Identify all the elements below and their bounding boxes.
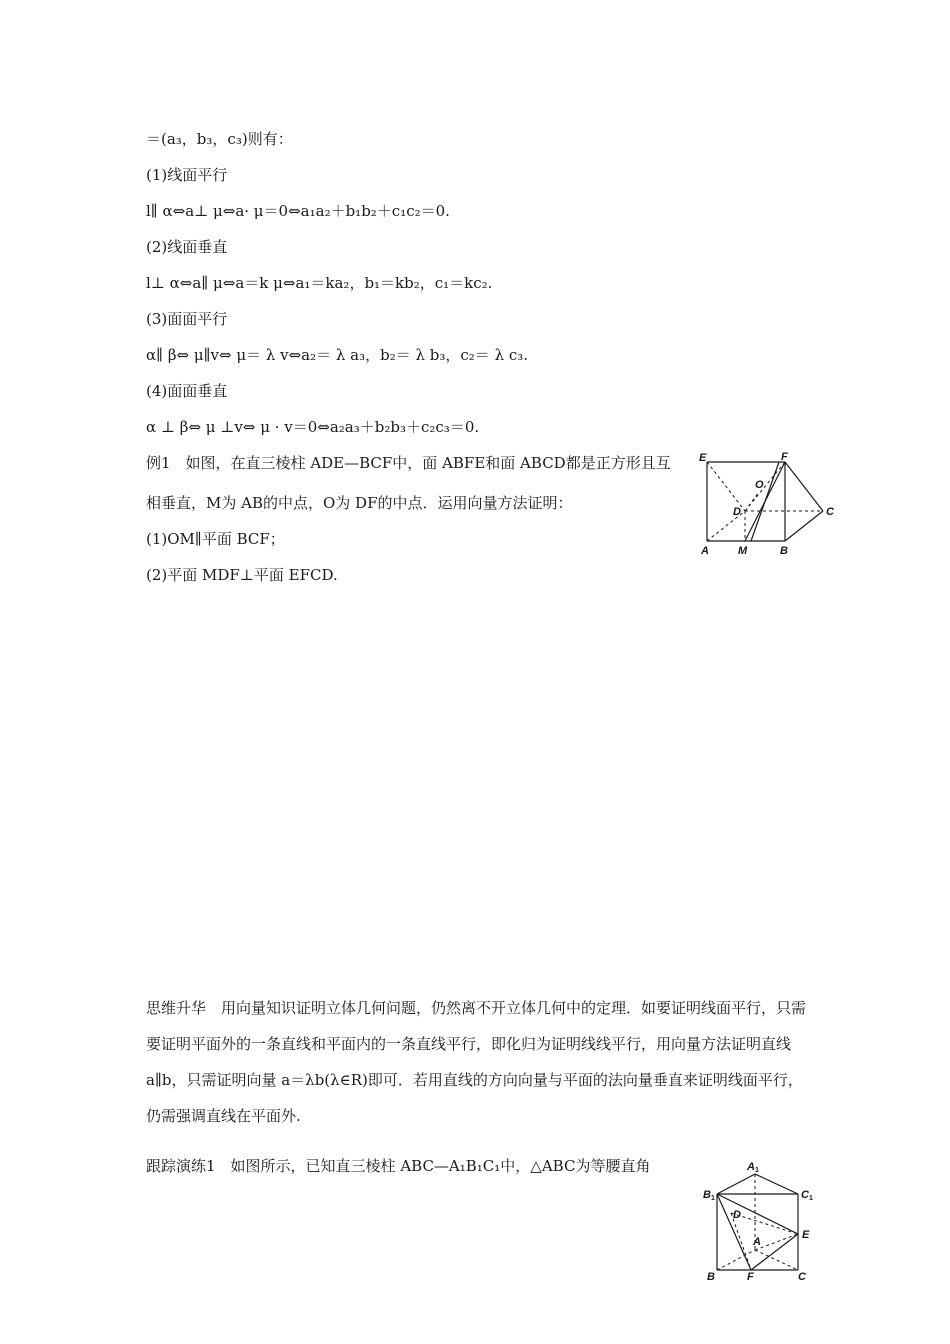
label-B: B xyxy=(780,545,788,557)
heading-plane-plane-parallel: (3)面面平行 xyxy=(146,310,228,328)
label-F: F xyxy=(781,451,788,463)
thinking-paragraph: 思维升华 用向量知识证明立体几何问题，仍然离不开立体几何中的定理．如要证明线面平行，只需要证明平面外的一条直线和平面内的一条直线平行，即化归为证明线线平行，用向量方法证明直线 a∥b，只需证明向量 a＝λb(λ∈R)即可．若用直线的方向向量与平面的法向量垂直来证明线面平行，仍需强调直线在平面外. xyxy=(146,999,807,1125)
formula-line-plane-parallel: l∥ α⇔a⊥ μ⇔a· μ＝0⇔a₁a₂＋b₁b₂＋c₁c₂＝0. xyxy=(146,202,450,220)
label-O: O xyxy=(755,479,764,491)
practice1-line: 跟踪演练1 如图所示，已知直三棱柱 ABC—A₁B₁C₁中，△ABC为等腰直角 xyxy=(146,1157,651,1175)
label-D: D xyxy=(733,506,741,518)
label-C: C xyxy=(826,506,834,518)
label-C1: C1 xyxy=(801,1189,813,1202)
heading-line-plane-parallel: (1)线面平行 xyxy=(146,166,228,184)
label-A: A xyxy=(701,545,709,557)
example1-line2: 相垂直，M为 AB的中点，O为 DF的中点．运用向量方法证明： xyxy=(146,494,573,512)
label-B: B xyxy=(707,1271,715,1283)
text-line-coordinates: ＝(a₃，b₃，c₃)则有： xyxy=(146,130,293,148)
label-A1: A1 xyxy=(747,1161,759,1174)
formula-line-plane-perpendicular: l⊥ α⇔a∥ μ⇔a＝k μ⇔a₁＝ka₂，b₁＝kb₂，c₁＝kc₂. xyxy=(146,274,493,292)
example1-question1: (1)OM∥平面 BCF； xyxy=(146,530,285,548)
example1-question2: (2)平面 MDF⊥平面 EFCD. xyxy=(146,566,338,584)
prism-figure-2 xyxy=(695,1158,825,1284)
label-F: F xyxy=(747,1271,754,1283)
label-A: A xyxy=(753,1236,761,1248)
label-D: D xyxy=(733,1209,741,1221)
heading-line-plane-perpendicular: (2)线面垂直 xyxy=(146,238,228,256)
prism-figure-1 xyxy=(695,448,845,560)
label-E: E xyxy=(802,1229,810,1241)
label-C: C xyxy=(798,1271,806,1283)
label-B1: B1 xyxy=(703,1189,715,1202)
label-M: M xyxy=(738,545,748,557)
formula-plane-plane-parallel: α∥ β⇔ μ∥v⇔ μ＝ λ v⇔a₂＝ λ a₃，b₂＝ λ b₃，c₂＝ λ c₃. xyxy=(146,346,529,364)
example1-line1: 例1 如图，在直三棱柱 ADE—BCF中，面 ABFE和面 ABCD都是正方形且互 xyxy=(146,454,671,472)
heading-plane-plane-perpendicular: (4)面面垂直 xyxy=(146,382,228,400)
label-E: E xyxy=(699,452,707,464)
formula-plane-plane-perpendicular: α ⊥ β⇔ μ ⊥v⇔ μ · v＝0⇔a₂a₃＋b₂b₃＋c₂c₃＝0. xyxy=(146,418,480,436)
